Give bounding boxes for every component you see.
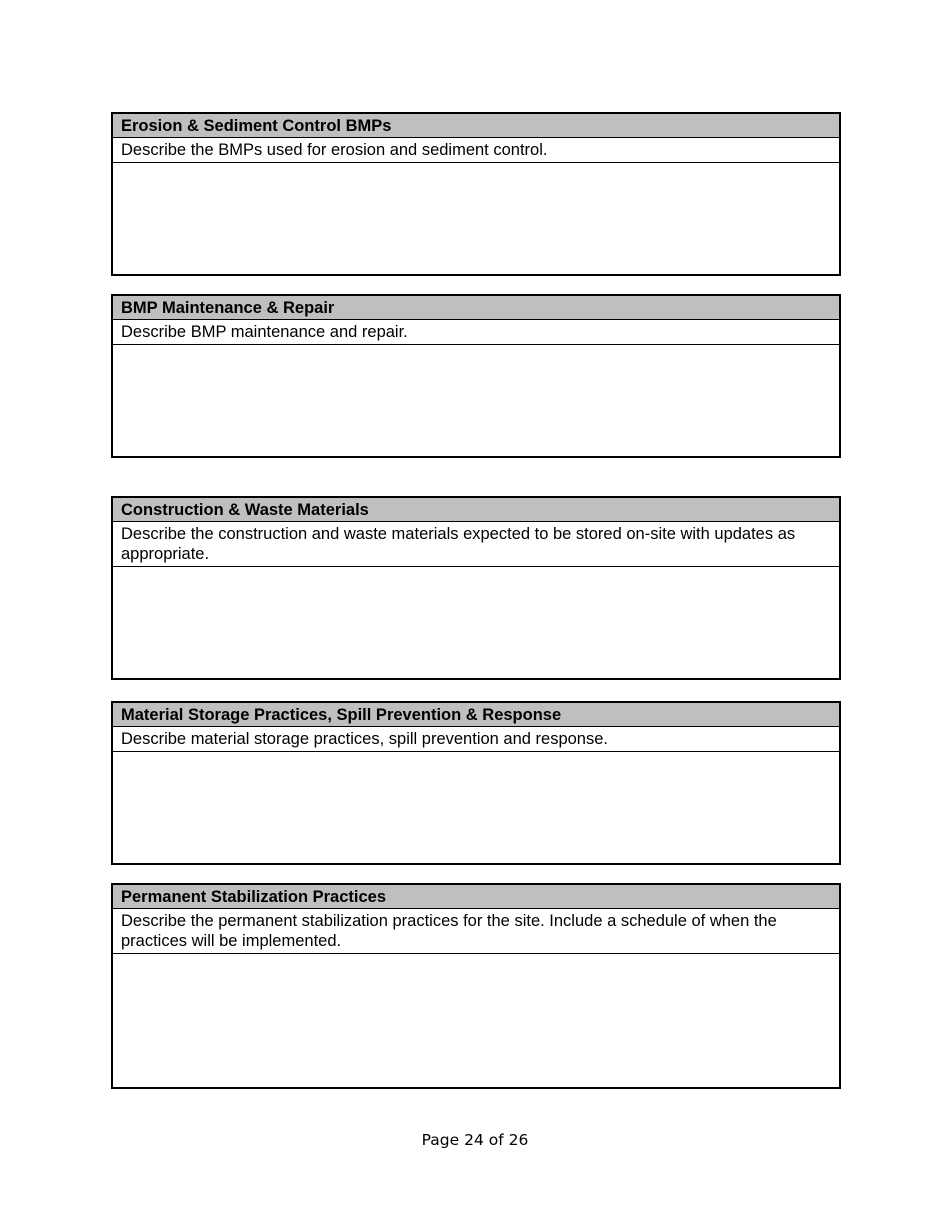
section-bmp-maintenance-repair bbox=[111, 294, 841, 458]
response-area[interactable] bbox=[113, 345, 839, 456]
section-title: BMP Maintenance & Repair bbox=[113, 296, 839, 320]
response-area[interactable] bbox=[113, 567, 839, 678]
page-number: Page 24 of 26 bbox=[421, 1131, 529, 1149]
response-area[interactable] bbox=[113, 954, 839, 1087]
section-title: Material Storage Practices, Spill Prevention & Response bbox=[113, 703, 839, 727]
section-material-storage-spill-prevention bbox=[111, 701, 841, 865]
section-prompt: Describe the construction and waste materials expected to be stored on-site with updates as appropriate. bbox=[113, 522, 839, 567]
section-prompt: Describe material storage practices, spill prevention and response. bbox=[113, 727, 839, 752]
section-title: Erosion & Sediment Control BMPs bbox=[113, 114, 839, 138]
section-title: Construction & Waste Materials bbox=[113, 498, 839, 522]
response-area[interactable] bbox=[113, 752, 839, 863]
section-permanent-stabilization bbox=[111, 883, 841, 1089]
section-title: Permanent Stabilization Practices bbox=[113, 885, 839, 909]
section-construction-waste-materials bbox=[111, 496, 841, 680]
section-erosion-sediment-control bbox=[111, 112, 841, 276]
section-prompt: Describe the permanent stabilization practices for the site. Include a schedule of when the practices will be implemented. bbox=[113, 909, 839, 954]
section-prompt: Describe the BMPs used for erosion and sediment control. bbox=[113, 138, 839, 163]
section-prompt: Describe BMP maintenance and repair. bbox=[113, 320, 839, 345]
response-area[interactable] bbox=[113, 163, 839, 274]
